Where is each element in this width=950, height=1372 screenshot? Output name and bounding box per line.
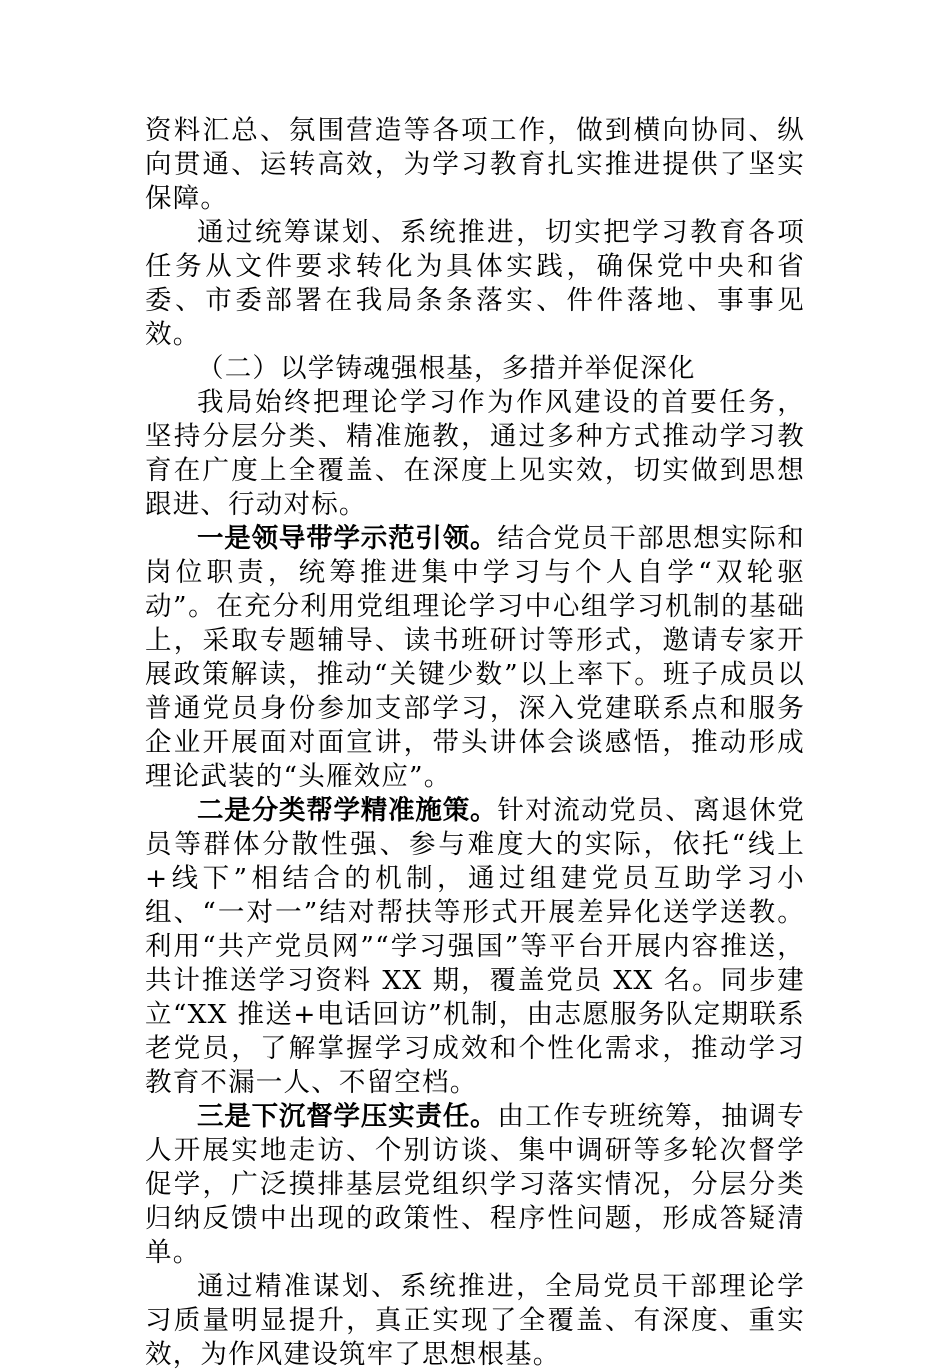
section-heading: （二）以学铸魂强根基，多措并举促深化 xyxy=(197,353,696,384)
paragraph-continuation: 资料汇总、氛围营造等各项工作，做到横向协同、纵向贯通、运转高效，为学习教育扎实推进提供了坚实保障。 xyxy=(145,115,805,214)
list-item-3 xyxy=(145,1100,805,1270)
paragraph-summary-1: 通过统筹谋划、系统推进，切实把学习教育各项任务从文件要求转化为具体实践，确保党中央和省委、市委部署在我局条条落实、件件落地、事事见效。 xyxy=(145,217,805,350)
list-item-3-lead: 三是下沉督学压实责任。 xyxy=(197,1101,498,1132)
list-item-2-lead: 二是分类帮学精准施策。 xyxy=(197,795,498,826)
paragraph-intro: 我局始终把理论学习作为作风建设的首要任务，坚持分层分类、精准施教，通过多种方式推动学习教育在广度上全覆盖、在深度上见实效，切实做到思想跟进、行动对标。 xyxy=(145,387,805,520)
document-page xyxy=(145,114,805,1372)
list-item-1-body: 结合党员干部思想实际和岗位职责，统筹推进集中学习与个人自学“双轮驱动”。在充分利用党组理论学习中心组学习机制的基础上，采取专题辅导、读书班研讨等形式，邀请专家开展政策解读，推动“关键少数”以上率下。班子成员以普通党员身份参加支部学习，深入党建联系点和服务企业开展面对面宣讲，带头讲体会谈感悟，推动形成理论武装的“头雁效应”。 xyxy=(145,523,806,792)
paragraph-summary-2: 通过精准谋划、系统推进，全局党员干部理论学习质量明显提升，真正实现了全覆盖、有深度、重实效，为作风建设筑牢了思想根基。 xyxy=(145,1271,805,1370)
list-item-1-lead: 一是领导带学示范引领。 xyxy=(197,523,498,554)
list-item-2 xyxy=(145,794,805,1100)
list-item-1 xyxy=(145,522,805,794)
list-item-2-body: 针对流动党员、离退休党员等群体分散性强、参与难度大的实际，依托“线上+线下”相结合的机制，通过组建党员互助学习小组、“一对一”结对帮扶等形式开展差异化送学送教。利用“共产党员网”“学习强国”等平台开展内容推送，共计推送学习资料 XX 期，覆盖党员 XX 名。同步建立“XX 推送+电话回访”机制，由志愿服务队定期联系老党员，了解掌握学习成效和个性化需求，推动学习教育不漏一人、不留空档。 xyxy=(145,795,806,1098)
list-item-3-body: 由工作专班统筹，抽调专人开展实地走访、个别访谈、集中调研等多轮次督学促学，广泛摸排基层党组织学习落实情况，分层分类归纳反馈中出现的政策性、程序性问题，形成答疑清单。 xyxy=(145,1101,806,1268)
